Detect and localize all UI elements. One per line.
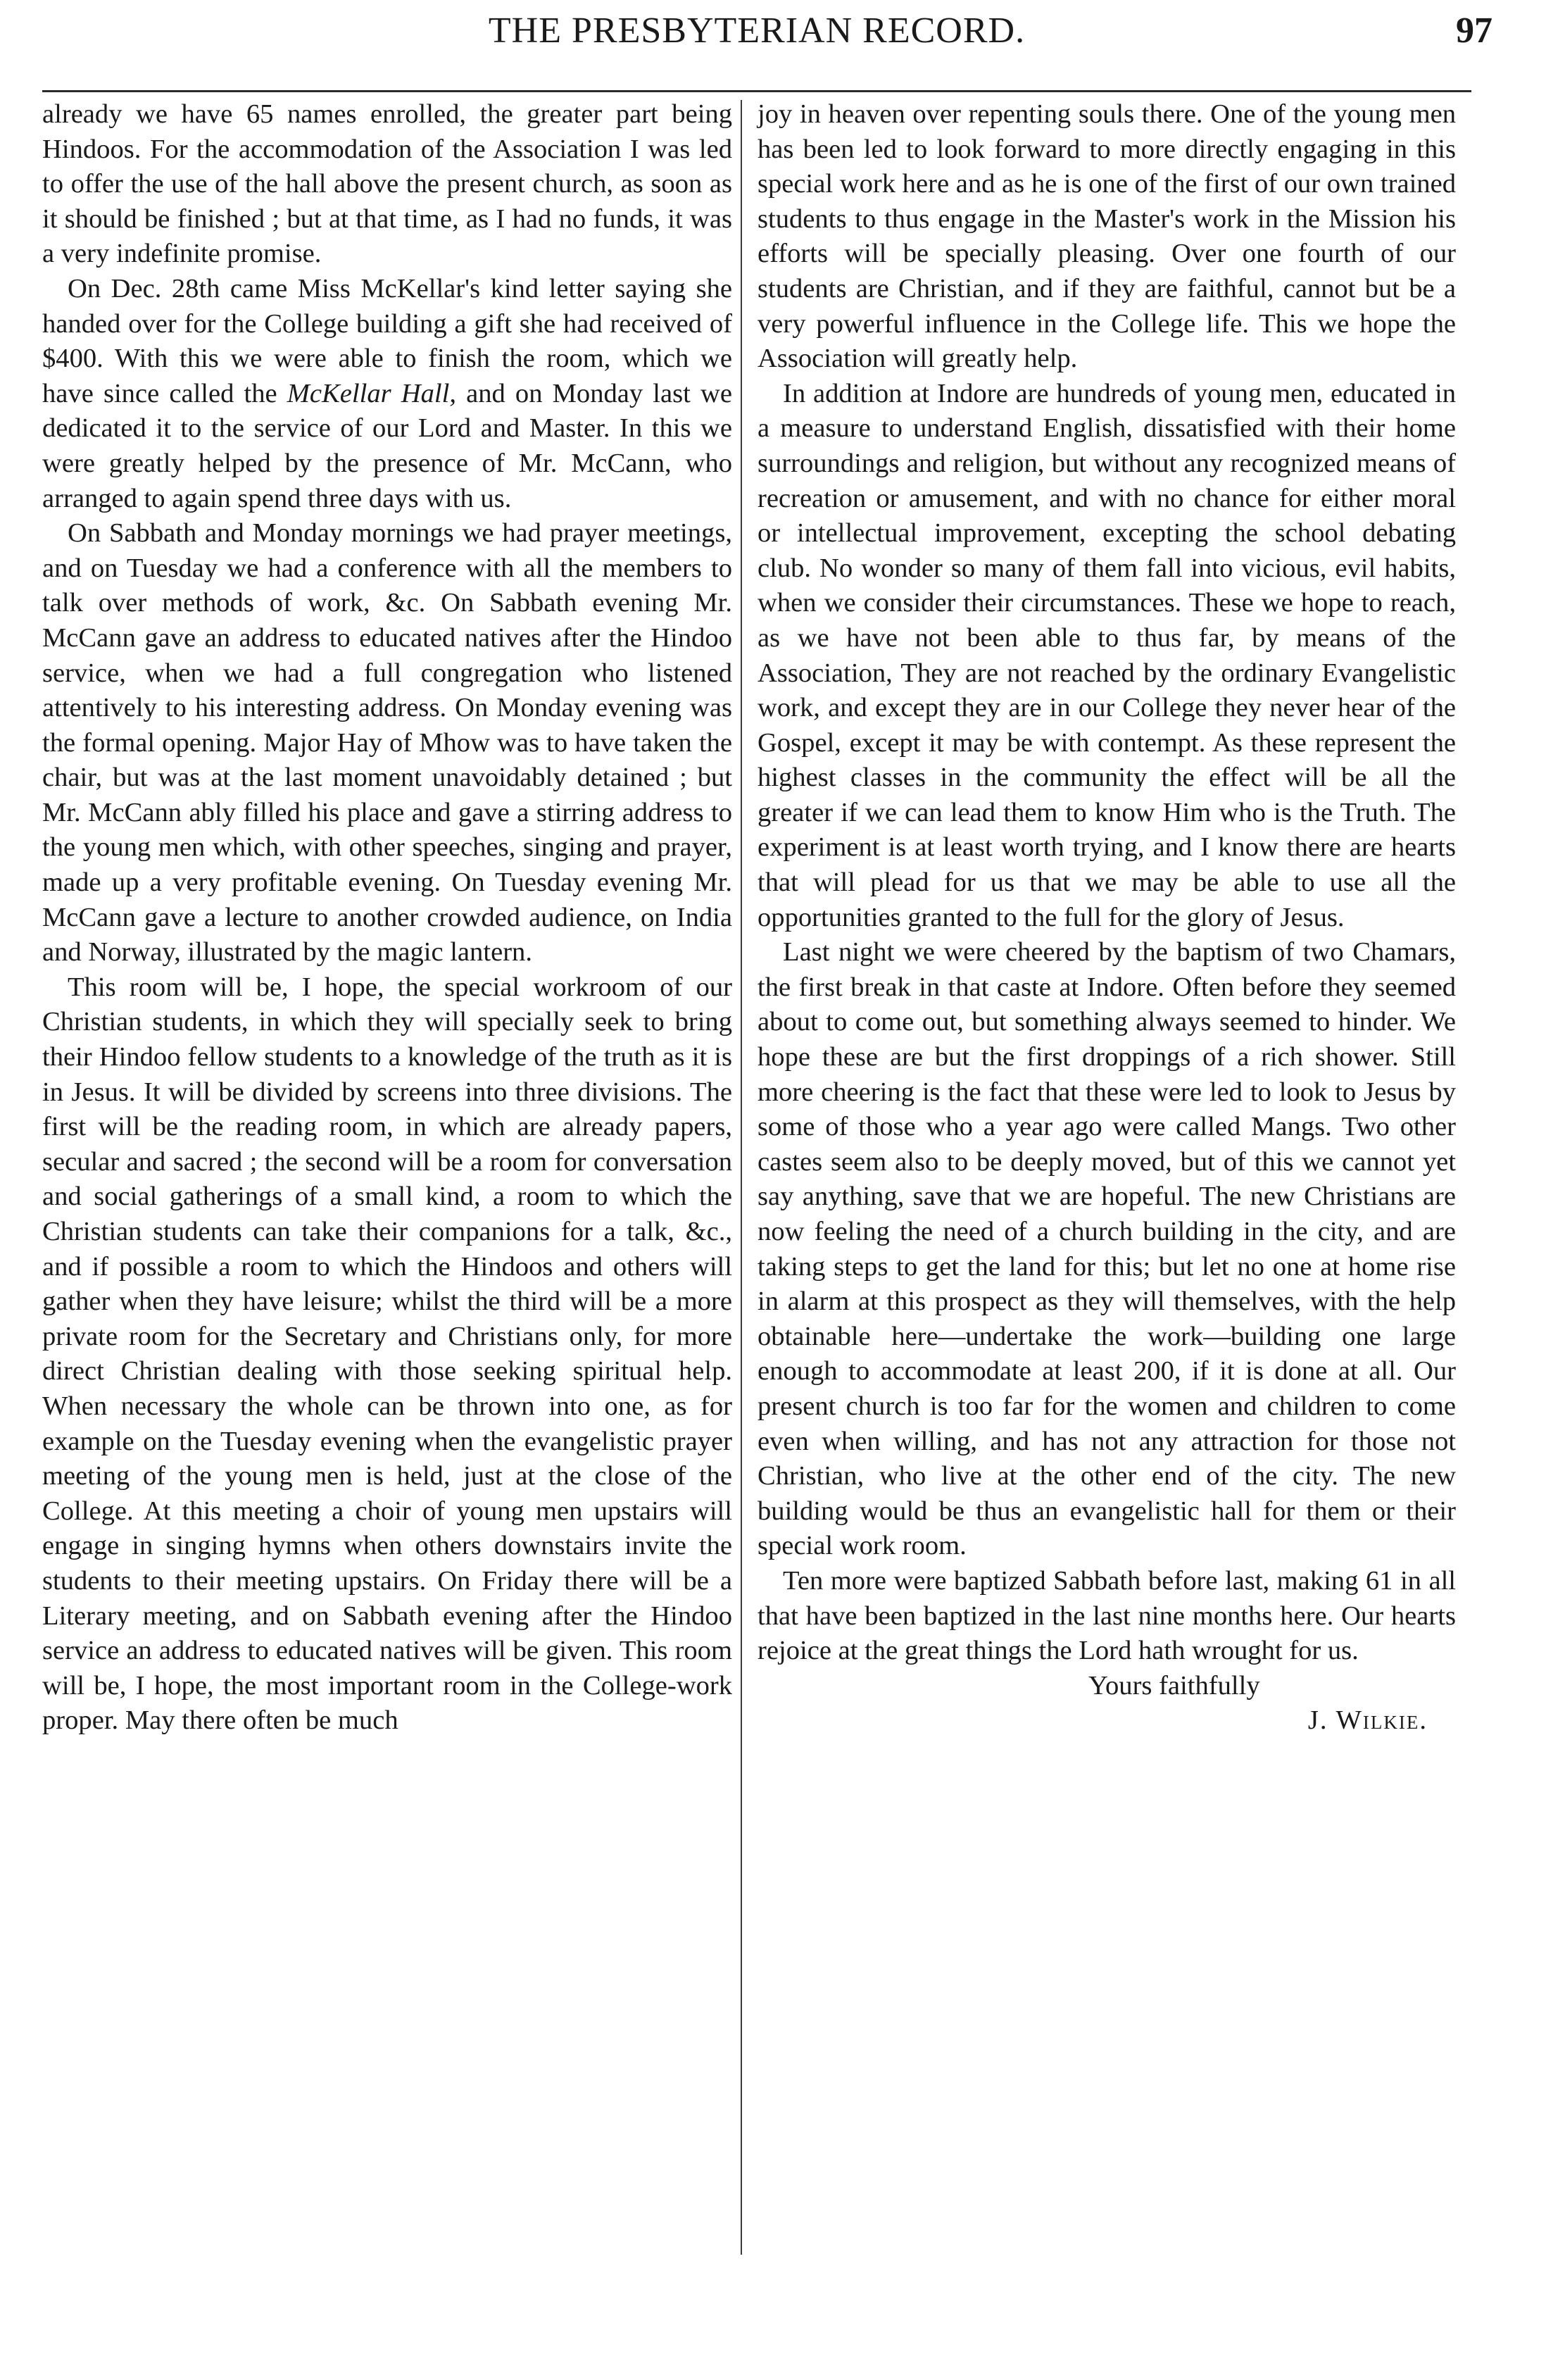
paragraph: Last night we were cheered by the baptism of two Chamars, the first break in that caste at Indore. Often before they seemed about to come out, but something always seemed to hinder. We hope these are but the first droppings of a rich shower. Still more cheering is the fact that these were led to look to Jesus by some of those who a year ago were called Mangs. Two other castes seem also to be deeply moved, but of this we cannot yet say anything, save that we are hopeful. The new Christians are now feeling the need of a church building in the city, and are taking steps to get the land for this; but let no one at home rise in alarm at this prospect as they will themselves, with the help obtainable here—undertake the work—building one large enough to accommodate at least 200, if it is done at all. Our present church is too far for the women and children to come even when willing, and has not any attraction for those not Christian, who live at the other end of the city. The new building would be thus an evangelistic hall for them or their special work room. bbox=[758, 937, 1456, 1561]
paragraph: In addition at Indore are hundreds of young men, educated in a measure to understand English, dissatisfied with their home surroundings and religion, but without any recognized means of recreation or amusement, and with no chance for either moral or intellectual improvement, excepting the school debating club. No wonder so many of them fall into vicious, evil habits, when we consider their circumstances. These we hope to reach, as we have not been able to thus far, by means of the Association, They are not reached by the ordinary Evangelistic work, and except they are in our College they never hear of the Gospel, except it may be with contempt. As these represent the highest classes in the community the effect will be all the greater if we can lead them to know Him who is the Truth. The experiment is at least worth trying, and I know there are hearts that will plead for us that we may be able to use all the opportunities granted to the full for the glory of Jesus. bbox=[758, 378, 1456, 932]
hall-name: McKellar Hall, bbox=[287, 378, 456, 408]
paragraph: already we have 65 names enrolled, the greater part being Hindoos. For the accommodation of the Association I was led to offer the use of the hall above the present church, as soon as it should be finished ; but at that time, as I had no funds, it was a very indefinite promise. bbox=[42, 99, 732, 269]
left-column bbox=[42, 97, 732, 1739]
paragraph-text: and on Monday last we dedicated it to the service of our Lord and Master. In this we were greatly helped by the presence of Mr. McCann, who arranged to again spend three days with us. bbox=[42, 378, 732, 513]
right-column bbox=[758, 97, 1456, 1739]
signoff bbox=[758, 1669, 1456, 1739]
paragraph-text: On Dec. 28th came Miss McKellar's kind letter saying she handed over for the College building a gift she had received of $400. With this we were able to finish the room, which we have since called the bbox=[42, 273, 732, 408]
paragraph: On Sabbath and Monday mornings we had prayer meetings, and on Tuesday we had a conference with all the members to talk over methods of work, &c. On Sabbath evening Mr. McCann gave an address to educated natives after the Hindoo service, when we had a full congregation who listened attentively to his interesting address. On Monday evening was the formal opening. Major Hay of Mhow was to have taken the chair, but was at the last moment unavoidably detained ; but Mr. McCann ably filled his place and gave a stirring address to the young men which, with other speeches, singing and prayer, made up a very profitable evening. On Tuesday evening Mr. McCann gave a lecture to another crowded audience, on India and Norway, illustrated by the magic lantern. bbox=[42, 518, 732, 967]
page-number: 97 bbox=[1456, 11, 1492, 51]
paragraph: joy in heaven over repenting souls there. One of the young men has been led to look forward to more directly engaging in this special work here and as he is one of the first of our own trained students to thus engage in the Master's work in the Mission his efforts will be specially pleasing. Over one fourth of our students are Christian, and if they are faithful, cannot but be a very powerful influence in the College life. This we hope the Association will greatly help. bbox=[758, 99, 1456, 374]
header-rule bbox=[42, 90, 1471, 92]
paragraph: Ten more were baptized Sabbath before last, making 61 in all that have been baptized in the last nine months here. Our hearts rejoice at the great things the Lord hath wrought for us. bbox=[758, 1565, 1456, 1666]
paragraph: This room will be, I hope, the special workroom of our Christian students, in which they will specially seek to bring their Hindoo fellow students to a knowledge of the truth as it is in Jesus. It will be divided by screens into three divisions. The first will be the reading room, in which are already papers, secular and sacred ; the second will be a room for conversation and social gatherings of a small kind, a room to which the Christian students can take their companions for a talk, &c., and if possible a room to which the Hindoos and others will gather when they have leisure; whilst the third will be a more private room for the Secretary and Christians only, for more direct Christian dealing with those seeking spiritual help. When necessary the whole can be thrown into one, as for example on the Tuesday evening when the evangelistic prayer meeting of the young men is held, just at the close of the College. At this meeting a choir of young men upstairs will engage in singing hymns when others downstairs invite the students to their meeting upstairs. On Friday there will be a Literary meeting, and on Sabbath evening after the Hindoo service an address to educated natives will be given. This room will be, I hope, the most important room in the College-work proper. May there often be much bbox=[42, 972, 732, 1736]
signature: J. Wilkie. bbox=[1307, 1705, 1428, 1736]
column-divider bbox=[741, 100, 742, 2255]
running-title: THE PRESBYTERIAN RECORD. bbox=[488, 11, 1026, 51]
page-header bbox=[42, 0, 1492, 77]
paragraph bbox=[42, 272, 732, 516]
closing: Yours faithfully bbox=[1088, 1670, 1260, 1701]
